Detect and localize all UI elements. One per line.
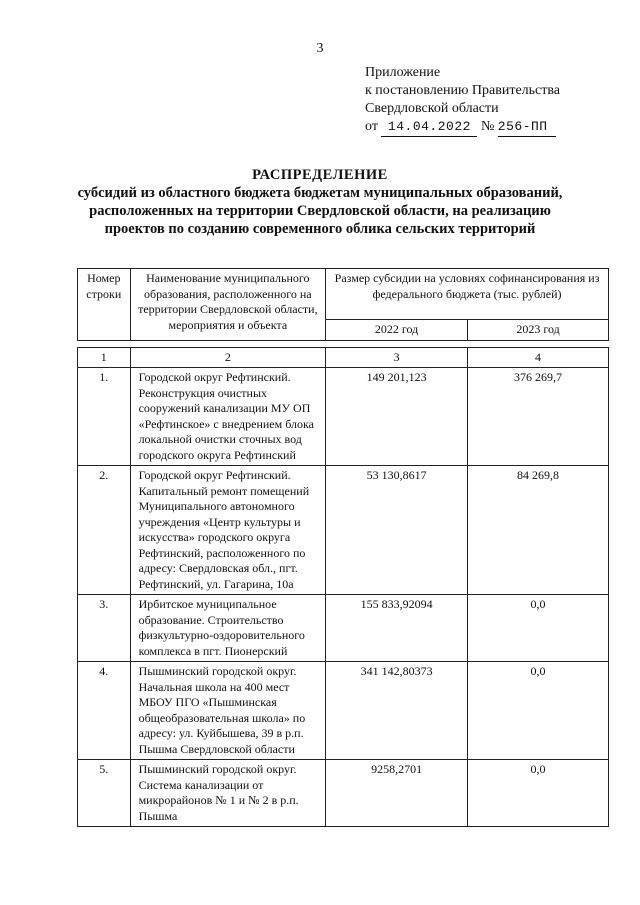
table-header [78,269,609,348]
appendix-line-3: Свердловской области [365,101,499,116]
row-name: Пышминский городской округ. Начальная школа на 400 мест МБОУ ПГО «Пышминская общеобразовательная школа» по адресу: ул. Куйбышева, 39 в р.п. Пышма Свердловской области [130,662,326,760]
title-line-3: проектов по созданию современного облика сельских территорий [104,221,536,237]
table-row [78,368,609,466]
row-value-2022: 149 201,123 [326,368,468,466]
decree-date: 14.04.2022 [381,118,477,137]
row-number: 4. [78,662,131,760]
row-value-2023: 84 269,8 [468,466,609,595]
column-numbers-row [78,347,609,368]
row-value-2022: 155 833,92094 [326,595,468,662]
title-heading: РАСПРЕДЕЛЕНИЕ [252,167,388,183]
row-number: 1. [78,368,131,466]
row-value-2023: 0,0 [468,760,609,827]
row-value-2023: 0,0 [468,595,609,662]
appendix-line-1: Приложение [365,65,441,80]
table-row [78,595,609,662]
row-value-2022: 341 142,80373 [326,662,468,760]
appendix-date-line [365,118,625,137]
header-row-number: Номер строки [78,269,131,341]
row-name: Городской округ Рефтинский. Капитальный ремонт помещений Муниципального автономного учреждения «Центр культуры и искусства» городского округа Рефтинский, расположенного по адресу: Свердловская обл., пгт. Рефтинский, ул. Гагарина, 10а [130,466,326,595]
header-year-2023: 2023 год [468,320,609,341]
number-prefix: № [480,119,495,134]
table-body [78,347,609,827]
date-prefix: от [365,119,378,134]
row-value-2023: 0,0 [468,662,609,760]
header-subsidy-size: Размер субсидии на условиях софинансирования из федерального бюджета (тыс. рублей) [326,269,609,320]
header-year-2022: 2022 год [326,320,468,341]
row-value-2022: 53 130,8617 [326,466,468,595]
subsidy-table [77,268,609,827]
row-name: Ирбитское муниципальное образование. Строительство физкультурно-оздоровительного комплекса в пгт. Пионерский [130,595,326,662]
header-name: Наименование муниципального образования, расположенного на территории Свердловской области, мероприятия и объекта [130,269,326,341]
document-title [40,166,600,238]
row-name: Пышминский городской округ. Система канализации от микрорайонов № 1 и № 2 в р.п. Пышма [130,760,326,827]
column-number: 4 [468,347,609,368]
table-row [78,662,609,760]
decree-number: 256-ПП [498,118,556,137]
appendix-block [365,64,625,137]
title-line-2: расположенных на территории Свердловской области, на реализацию [89,203,551,219]
row-name: Городской округ Рефтинский. Реконструкция очистных сооружений канализации МУ ОП «Рефтинское» с внедрением блока локальной очистки сточных вод городского округа Рефтинский [130,368,326,466]
table-row [78,760,609,827]
column-number: 2 [130,347,326,368]
row-value-2023: 376 269,7 [468,368,609,466]
row-number: 5. [78,760,131,827]
column-number: 1 [78,347,131,368]
title-line-1: субсидий из областного бюджета бюджетам муниципальных образований, [77,185,563,201]
appendix-line-2: к постановлению Правительства [365,83,561,98]
row-number: 2. [78,466,131,595]
column-number: 3 [326,347,468,368]
table-row [78,466,609,595]
row-number: 3. [78,595,131,662]
header-spacer [78,340,609,347]
page-number: 3 [316,41,324,56]
row-value-2022: 9258,2701 [326,760,468,827]
